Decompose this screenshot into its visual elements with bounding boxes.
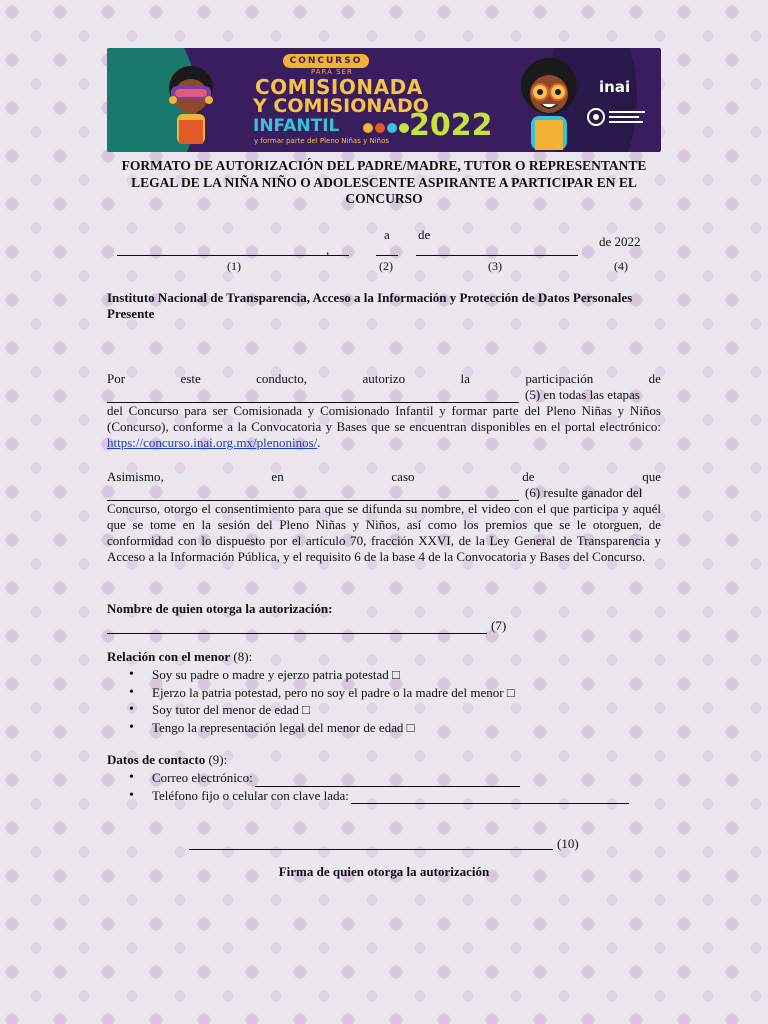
banner-para-ser: PARA SER <box>311 68 353 76</box>
email-field[interactable] <box>255 773 520 787</box>
addressee-block <box>107 290 661 322</box>
banner-year: 2022 <box>409 108 493 143</box>
date-a-label: a <box>384 227 390 242</box>
banner-concurso-label: CONCURSO <box>283 54 369 68</box>
paragraph1-first-line: Por este conducto, autorizo la participación de <box>107 371 661 386</box>
marker-9: (9): <box>208 752 228 767</box>
banner-title-line3: INFANTIL <box>253 116 340 136</box>
month-field-line[interactable] <box>416 240 578 256</box>
winner-name-field[interactable] <box>107 487 519 501</box>
authorizer-name-field[interactable] <box>107 620 487 634</box>
marker-3: (3) <box>488 259 502 273</box>
kid-with-glasses-illustration <box>505 56 593 152</box>
paragraph2-body: Concurso, otorgo el consentimiento para que se difunda su nombre, el video con el que participa y aquél que se tome en la sesión del Pleno Niñas y Niños, así como los premios que se le otorguen, de conformidad con lo dispuesto por el artículo 70, fracción XXVI, de la Ley General de Transparencia y Acceso a la Información Pública, y el requisito 6 de la base 4 de la Convocatoria y Bases del Concurso. <box>107 501 661 564</box>
convocatoria-link[interactable]: https://concurso.inai.org.mx/plenoninos/ <box>107 435 318 450</box>
marker-1: (1) <box>227 259 241 273</box>
email-item <box>107 769 661 787</box>
snt-logo-icon <box>587 106 647 128</box>
relation-option-custody[interactable]: • Ejerzo la patria potestad, pero no soy el padre o la madre del menor □ <box>107 684 661 702</box>
participant-name-field[interactable] <box>107 389 519 403</box>
authorization-paragraph: Por este conducto, autorizo la participación de (5) en todas las etapas del Concurso para ser Comisionada y Comisionado Infantil y formar parte del Pleno Niñas y Niños (Concurso), conforme a la Convocatoria y Bases que se encuentran disponibles en el portal electrónico: https://concurso.inai.org.mx/plenoninos/. <box>107 371 661 450</box>
relation-block <box>107 648 661 736</box>
marker-2: (2) <box>379 259 393 273</box>
paragraph1-body: del Concurso para ser Comisionada y Comisionado Infantil y formar parte del Pleno Niñas y Niños (Concurso), conforme a la Convocatoria y Bases que se encuentran disponibles en el portal electrónico: <box>107 403 661 434</box>
marker-7: (7) <box>491 618 507 633</box>
contest-banner <box>107 48 661 152</box>
kid-with-goggles-illustration <box>155 62 227 150</box>
consent-paragraph <box>107 469 661 565</box>
contact-label: Datos de contacto <box>107 752 206 767</box>
phone-field[interactable] <box>351 790 629 804</box>
relation-options-list <box>107 666 661 736</box>
date-year-text: de 2022 <box>599 234 641 249</box>
date-comma: , <box>326 242 330 257</box>
authorizer-label: Nombre de quien otorga la autorización: <box>107 601 333 616</box>
marker-8: (8): <box>233 649 253 664</box>
relation-option-parent[interactable]: • Soy su padre o madre y ejerzo patria potestad □ <box>107 666 661 684</box>
banner-title-line1: COMISIONADA <box>255 75 423 99</box>
inai-logo: inai <box>599 78 631 96</box>
paragraph1-second-line: (5) en todas las etapas <box>107 387 661 403</box>
institution-name: Instituto Nacional de Transparencia, Acceso a la Información y Protección de Datos Personales <box>107 290 633 305</box>
signature-field-line[interactable] <box>189 836 553 850</box>
marker-10: (10) <box>557 836 579 851</box>
relation-option-legal-rep[interactable]: • Tengo la representación legal del menor de edad □ <box>107 719 661 737</box>
contact-list <box>107 769 661 804</box>
banner-subtitle: y formar parte del Pleno Niñas y Niños <box>254 137 389 145</box>
banner-color-dots <box>363 120 411 138</box>
phone-item <box>107 787 661 805</box>
phone-label: • Teléfono fijo o celular con clave lada: <box>152 787 349 803</box>
day-field-line[interactable] <box>376 240 398 256</box>
signature-label: Firma de quien otorga la autorización <box>278 864 490 879</box>
email-label: • Correo electrónico: <box>152 770 253 785</box>
place-field-line[interactable] <box>117 240 349 256</box>
relation-option-tutor[interactable]: • Soy tutor del menor de edad □ <box>107 701 661 719</box>
authorizer-block <box>107 600 661 634</box>
paragraph2-second-line: (6) resulte ganador del <box>107 485 661 501</box>
date-de-label: de <box>418 227 431 242</box>
paragraph2-first-line: Asimismo, en caso de que <box>107 469 661 484</box>
marker-4: (4) <box>614 259 628 273</box>
presente-label: Presente <box>107 306 155 321</box>
form-title: FORMATO DE AUTORIZACIÓN DEL PADRE/MADRE, TUTOR O REPRESENTANTE LEGAL DE LA NIÑA NIÑO O ADOLESCENTE ASPIRANTE A PARTICIPAR EN EL CONCURSO <box>121 158 647 206</box>
banner-title-line2: Y COMISIONADO <box>253 95 429 117</box>
relation-label: Relación con el menor <box>107 649 231 664</box>
contact-block <box>107 751 661 804</box>
